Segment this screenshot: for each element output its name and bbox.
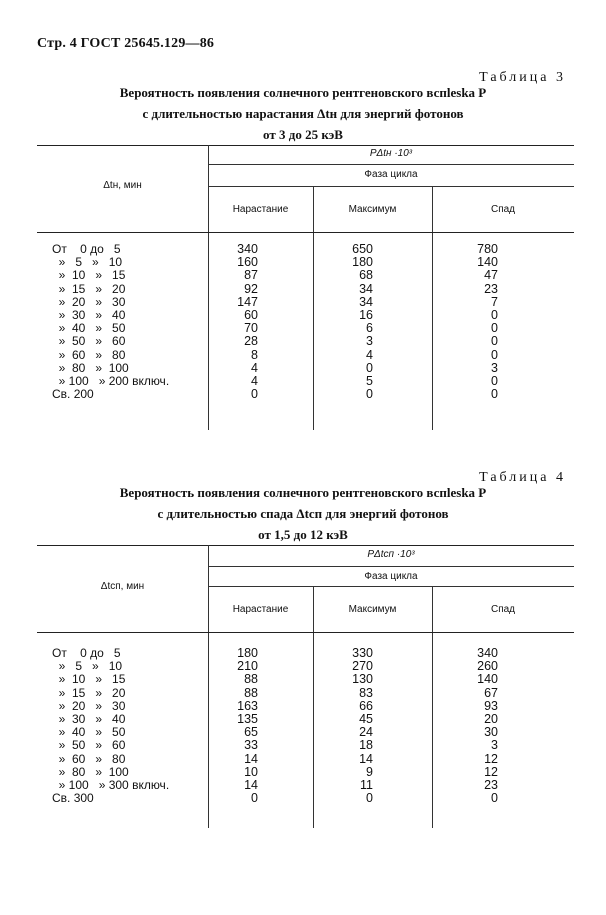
page-header: Стр. 4 ГОСТ 25645.129—86 [37, 36, 215, 51]
cell-rise: 10 [244, 764, 258, 779]
table-row [0, 282, 606, 296]
table4-label: Таблица 4 [479, 470, 566, 485]
cell-max: 24 [359, 725, 373, 740]
cell-max: 34 [359, 281, 373, 296]
cell-rise: 340 [237, 242, 258, 256]
cell-decay: 0 [491, 321, 498, 336]
cell-decay: 340 [477, 646, 498, 660]
row-interval-label: От 0 до 5 [52, 646, 121, 660]
cell-rise: 87 [244, 268, 258, 283]
table-row [0, 725, 606, 739]
row-interval-label: » 40 » 50 [52, 725, 126, 740]
row-interval-label: » 5 » 10 [52, 255, 123, 270]
cell-rise: 160 [237, 255, 258, 270]
table-row [0, 686, 606, 700]
row-interval-label: » 20 » 30 [52, 698, 126, 713]
table3-row-header: Δtн, мин [103, 180, 142, 191]
cell-decay: 0 [491, 791, 498, 806]
table-row [0, 659, 606, 673]
table3-title-line3: от 3 до 25 кэВ [263, 127, 343, 142]
row-interval-label: » 80 » 100 [52, 360, 129, 375]
table4-row-header: Δtсп, мин [100, 581, 145, 592]
cell-rise: 4 [251, 360, 258, 375]
cell-decay: 47 [484, 268, 498, 283]
row-interval-label: От 0 до 5 [52, 242, 121, 256]
cell-rise: 88 [244, 685, 258, 700]
row-interval-label: » 15 » 20 [52, 685, 126, 700]
table-row [0, 321, 606, 335]
row-interval-label: » 50 » 60 [52, 334, 126, 349]
cell-rise: 180 [237, 646, 258, 660]
table3-col-decay: Спад [490, 204, 516, 215]
row-interval-label: » 80 » 100 [52, 764, 129, 779]
table-row [0, 699, 606, 713]
cell-decay: 3 [491, 360, 498, 375]
cell-max: 66 [359, 698, 373, 713]
table-row [0, 791, 606, 805]
row-interval-label: » 100 » 200 включ. [52, 374, 170, 388]
row-interval-label: » 40 » 50 [52, 321, 126, 336]
cell-decay: 780 [477, 242, 498, 256]
cell-max: 16 [359, 308, 373, 322]
cell-rise: 210 [237, 659, 258, 674]
table-row [0, 752, 606, 766]
cell-max: 180 [352, 255, 373, 270]
row-interval-label: » 30 » 40 [52, 712, 126, 726]
cell-rise: 147 [237, 294, 258, 309]
cell-rise: 135 [237, 712, 258, 726]
cell-max: 83 [359, 685, 373, 700]
table-row [0, 348, 606, 362]
cell-rise: 4 [251, 374, 258, 388]
cell-decay: 93 [484, 698, 498, 713]
table-row [0, 334, 606, 348]
table-row [0, 361, 606, 375]
table3-label: Таблица 3 [479, 70, 566, 85]
cell-rise: 65 [244, 725, 258, 740]
table3-top-rule [37, 145, 574, 146]
cell-rise: 14 [244, 778, 258, 792]
cell-decay: 140 [477, 672, 498, 687]
table4-col-max: Максимум [348, 604, 397, 615]
cell-decay: 0 [491, 334, 498, 349]
cell-rise: 163 [237, 698, 258, 713]
cell-rise: 0 [251, 387, 258, 402]
table-row [0, 308, 606, 322]
table4-top-rule [37, 545, 574, 546]
table-row [0, 765, 606, 779]
table-row [0, 268, 606, 282]
table3-col-rise: Нарастание [232, 204, 289, 215]
row-interval-label: » 50 » 60 [52, 738, 126, 753]
table3-hline-phase [208, 186, 574, 187]
table4-col-decay: Спад [490, 604, 516, 615]
row-interval-label: » 60 » 80 [52, 751, 126, 766]
cell-decay: 0 [491, 347, 498, 362]
table4-hline-prob [208, 566, 574, 567]
cell-max: 4 [366, 347, 373, 362]
cell-rise: 88 [244, 672, 258, 687]
table3-header-rule [37, 232, 574, 233]
table-row [0, 387, 606, 401]
row-interval-label: » 10 » 15 [52, 672, 126, 687]
cell-decay: 260 [477, 659, 498, 674]
cell-max: 9 [366, 764, 373, 779]
cell-decay: 0 [491, 387, 498, 402]
cell-max: 0 [366, 387, 373, 402]
cell-decay: 23 [484, 778, 498, 792]
cell-max: 330 [352, 646, 373, 660]
cell-rise: 0 [251, 791, 258, 806]
table-row [0, 295, 606, 309]
table3-title-line1: Вероятность появления солнечного рентгеновского вспleska P [119, 85, 487, 100]
table-row [0, 672, 606, 686]
table4-title-line1: Вероятность появления солнечного рентгеновского вспleska P [119, 485, 487, 500]
cell-decay: 30 [484, 725, 498, 740]
cell-rise: 8 [251, 347, 258, 362]
cell-max: 270 [352, 659, 373, 674]
cell-decay: 0 [491, 308, 498, 322]
table3-phase-header: Фаза цикла [364, 169, 418, 180]
cell-max: 0 [366, 791, 373, 806]
cell-rise: 14 [244, 751, 258, 766]
cell-decay: 140 [477, 255, 498, 270]
row-interval-label: » 30 » 40 [52, 308, 126, 322]
table-row [0, 778, 606, 792]
cell-decay: 0 [491, 374, 498, 388]
cell-max: 650 [352, 242, 373, 256]
table3-title [0, 82, 606, 145]
row-interval-label: » 20 » 30 [52, 294, 126, 309]
cell-decay: 23 [484, 281, 498, 296]
table-row [0, 738, 606, 752]
cell-max: 11 [360, 778, 373, 792]
row-interval-label: » 15 » 20 [52, 281, 126, 296]
cell-rise: 92 [244, 281, 258, 296]
cell-decay: 20 [484, 712, 498, 726]
cell-decay: 3 [491, 738, 498, 753]
table4-title-line2: с длительностью спада Δtсп для энергий фотонов [157, 506, 449, 521]
cell-max: 0 [366, 360, 373, 375]
row-interval-label: » 10 » 15 [52, 268, 126, 283]
table-row [0, 255, 606, 269]
table3-title-line2: с длительностью нарастания Δtн для энергий фотонов [142, 106, 464, 121]
table3-hline-prob [208, 164, 574, 165]
cell-decay: 7 [491, 294, 498, 309]
table3-col-max: Максимум [348, 204, 397, 215]
table4-phase-header: Фаза цикла [364, 571, 418, 582]
cell-max: 3 [366, 334, 373, 349]
table4-col-rise: Нарастание [232, 604, 289, 615]
table3-prob-header: PΔtн ·10³ [369, 148, 413, 159]
cell-max: 45 [359, 712, 373, 726]
cell-rise: 60 [244, 308, 258, 322]
table-row [0, 646, 606, 660]
row-interval-label: » 100 » 300 включ. [52, 778, 170, 792]
cell-max: 130 [352, 672, 373, 687]
table-row [0, 712, 606, 726]
row-interval-label: Св. 200 [52, 387, 94, 402]
cell-max: 68 [359, 268, 373, 283]
cell-rise: 28 [244, 334, 258, 349]
table4-title-line3: от 1,5 до 12 кэВ [258, 527, 348, 542]
cell-max: 6 [366, 321, 373, 336]
cell-max: 18 [359, 738, 373, 753]
table4-prob-header: PΔtсп ·10³ [367, 549, 415, 560]
cell-decay: 67 [484, 685, 498, 700]
cell-rise: 33 [244, 738, 258, 753]
row-interval-label: » 60 » 80 [52, 347, 126, 362]
cell-rise: 70 [244, 321, 258, 336]
table-row [0, 374, 606, 388]
cell-max: 5 [366, 374, 373, 388]
cell-max: 14 [359, 751, 373, 766]
row-interval-label: » 5 » 10 [52, 659, 123, 674]
table-row [0, 242, 606, 256]
row-interval-label: Св. 300 [52, 791, 94, 806]
cell-max: 34 [359, 294, 373, 309]
cell-decay: 12 [484, 764, 498, 779]
table4-title [0, 482, 606, 545]
table4-hline-phase [208, 586, 574, 587]
cell-decay: 12 [484, 751, 498, 766]
table4-header-rule [37, 632, 574, 633]
